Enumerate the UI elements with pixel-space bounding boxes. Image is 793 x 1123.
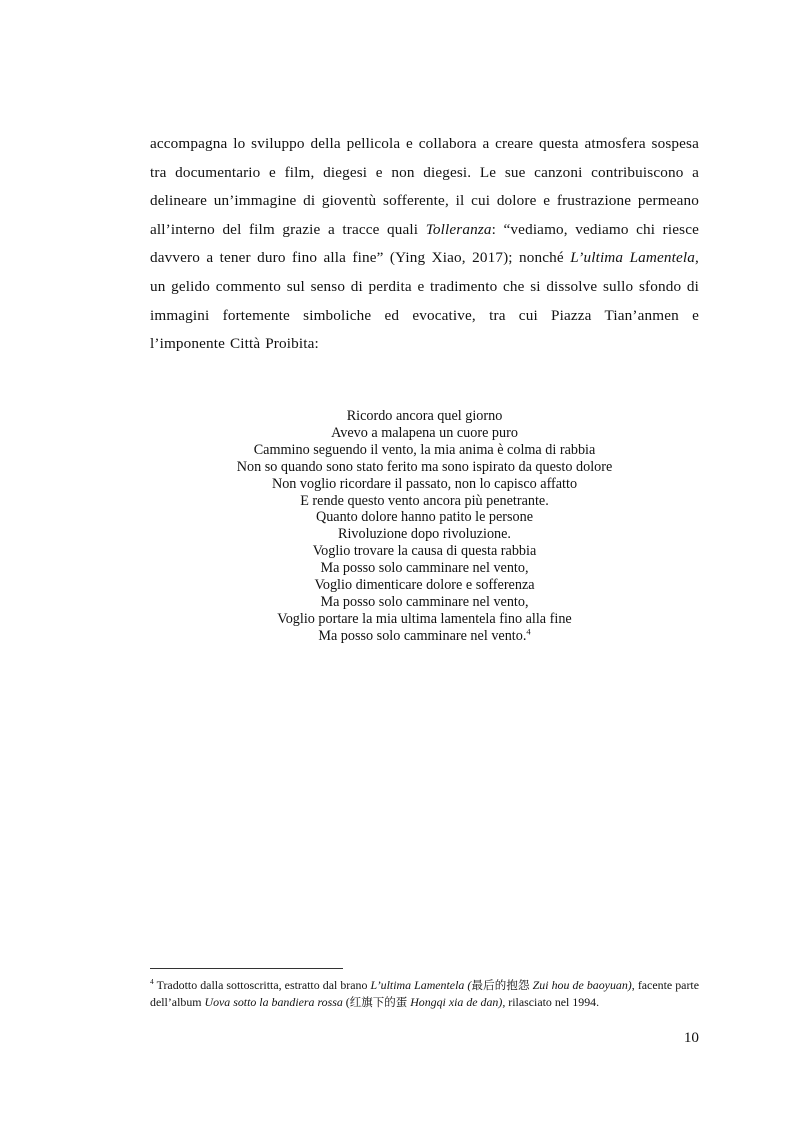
poem-line: Avevo a malapena un cuore puro [331,424,518,441]
poem-line: Voglio dimenticare dolore e sofferenza [314,577,535,594]
poem-line: Rivoluzione dopo rivoluzione. [338,526,511,543]
poem-line: Voglio portare la mia ultima lamentela fino alla fine [277,610,572,627]
footnote-text: , facente parte dell’album [150,978,699,1009]
poem-block [150,408,699,645]
footnote-text: ( [342,995,350,1009]
footnote-song-cjk: 最后的抱怨 [471,978,530,992]
footnote-reference[interactable]: 4 [526,626,531,637]
poem-line: Ricordo ancora quel giorno [346,408,503,424]
song-title-tolleranza: Tolleranza [425,220,492,238]
poem-line: Non voglio ricordare il passato, non lo capisco affatto [271,475,578,492]
poem-line: Voglio trovare la causa di questa rabbia [312,543,537,560]
poem-last-line [150,628,699,645]
poem-last-line-text: Ma posso solo camminare nel vento. [318,627,527,644]
paragraph-part-1: accompagna lo sviluppo della pellicola e collabora a creare questa atmosfera sospesa tra documentario e film, diegesi e non diegesi. Le sue canzoni contribuiscono a delineare un’immagine di gioventù sofferente, il cui dolore e frustrazione permeano all’interno del film grazie a tracce quali [150,135,699,238]
footnote-text: rilasciato nel 1994. [505,995,600,1009]
page-number: 10 [683,1029,699,1046]
song-title-ultima-lamentela: L’ultima Lamentela [570,249,696,267]
footnote-song-title: L’ultima Lamentela ( [370,978,472,992]
footnote-separator [150,968,343,969]
paragraph-part-2: : “vediamo, vediamo chi riesce davvero a tener duro fino alla fine” (Ying Xiao, 2017); nonché [150,220,699,267]
paragraph-text [150,130,699,359]
paragraph-part-3: , un gelido commento sul senso di perdita e tradimento che si dissolve sullo sfondo di immagini fortemente simboliche ed evocative, tra cui Piazza Tian’anmen e l’imponente Città Proibita: [150,249,699,353]
poem-line: Quanto dolore hanno patito le persone [315,509,534,526]
footnote-album-title: Uova sotto la bandiera rossa [204,995,343,1009]
footnote-album-pinyin: Hongqi xia de dan), [407,995,506,1009]
footnote-number: 4 [150,977,154,987]
poem-line: Ma posso solo camminare nel vento, [320,560,529,577]
poem-line: Ma posso solo camminare nel vento, [320,593,529,610]
poem-line: Cammino seguendo il vento, la mia anima è colma di rabbia [253,441,596,458]
footnote-album-cjk: 红旗下的蛋 [349,995,408,1009]
poem-line: E rende questo vento ancora più penetrante. [300,492,549,509]
footnote-text: Tradotto dalla sottoscritta, estratto dal brano [153,978,371,992]
body-paragraph [150,130,699,359]
footnote-song-pinyin: Zui hou de baoyuan) [529,978,632,992]
poem-line: Non so quando sono stato ferito ma sono ispirato da questo dolore [236,458,613,475]
footnote [150,977,699,1011]
